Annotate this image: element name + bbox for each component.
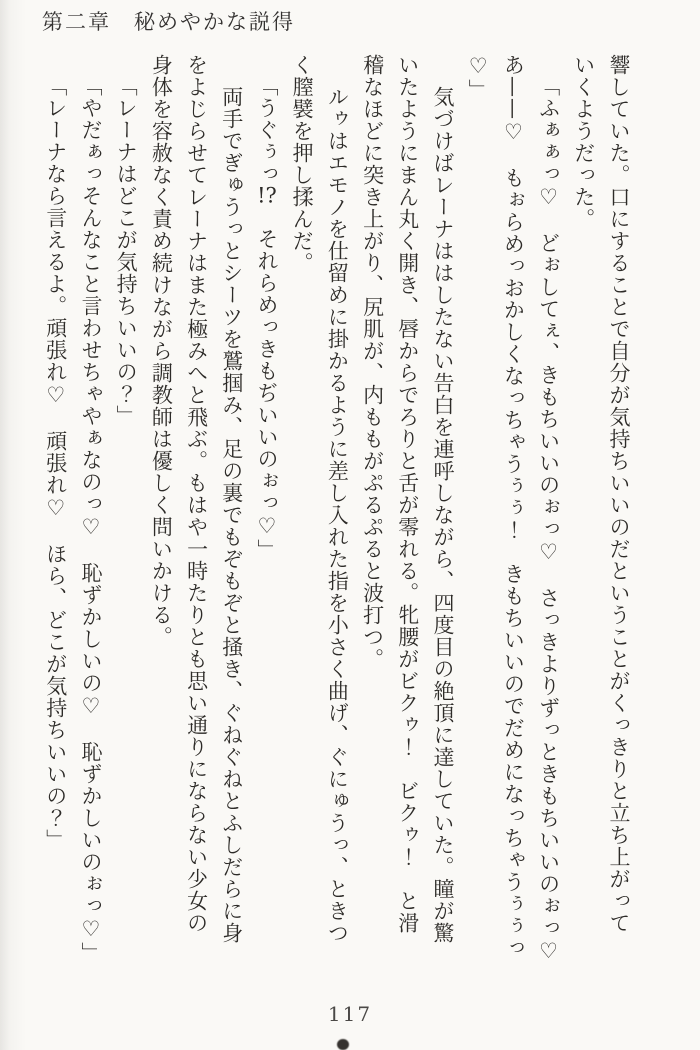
text-column: 響していた。口にすることで自分が気持ちいいのだということがくっきりと立ち上がって xyxy=(607,54,631,934)
text-segment: 「うぐぅっ xyxy=(254,75,279,185)
text-column: 「やだぁっそんなこと言わせちゃやぁなのっ♡ 恥ずかしいの♡ 恥ずかしいのぉっ♡」 xyxy=(78,75,103,964)
text-column: ルゥはエモノを仕留めに掛かるように差し入れた指を小さく曲げ、ぐにゅうっ、ときつ xyxy=(325,85,350,944)
text-column: いくようだった。 xyxy=(571,54,596,230)
text-column: 両手でぎゅうっとシーツを鷲掴み、足の裏でもぞもぞと掻き、ぐねぐねとふしだらに身 xyxy=(219,85,244,944)
text-column: をよじらせてレーナはまた極みへと飛ぶ。もはや一時たりとも思い通りにならない少女の xyxy=(184,54,209,934)
tate-chu-yoko-exclamation: !? xyxy=(257,185,277,206)
text-column: 「ふぁぁっ♡ どぉしてぇ、きもちいいのぉっ♡ さっきよりずっときもちいいのぉっ♡ xyxy=(536,75,561,964)
text-column: 「レーナなら言えるよ。頑張れ♡ 頑張れ♡ ほら、どこが気持ちいいの？」 xyxy=(43,75,68,851)
text-column: ♡」 xyxy=(466,54,491,101)
text-column: 稽なほどに突き上がり、尻肌が、内ももがぷるぷると波打つ。 xyxy=(360,54,385,670)
text-segment: それらめっきもぢいいのぉっ♡」 xyxy=(254,206,279,561)
text-column: 「レーナはどこが気持ちいいの？」 xyxy=(114,75,139,427)
text-column xyxy=(249,54,284,974)
text-column: あ——♡ もぉらめっおかしくなっちゃうぅぅ！ きもちいいのでだめになっちゃうぅぅっ xyxy=(501,54,526,959)
text-column: いたようにまん丸く開き、唇からでろりと舌が零れる。牝腰がビクゥ！ ビクゥ！ と滑 xyxy=(395,54,420,934)
vertical-text-block xyxy=(36,54,636,974)
chapter-header: 第二章 秘めやかな説得 xyxy=(42,10,295,34)
text-column: 気づけばレーナははしたない告白を連呼しながら、四度目の絶頂に達していた。瞳が驚 xyxy=(430,85,455,944)
text-column: 身体を容赦なく責め続けながら調教師は優しく問いかける。 xyxy=(149,54,174,648)
text-column: く膣襞を押し揉んだ。 xyxy=(290,54,315,274)
page-number: 117 xyxy=(327,1002,373,1026)
scan-artifact-dot xyxy=(337,1039,349,1050)
